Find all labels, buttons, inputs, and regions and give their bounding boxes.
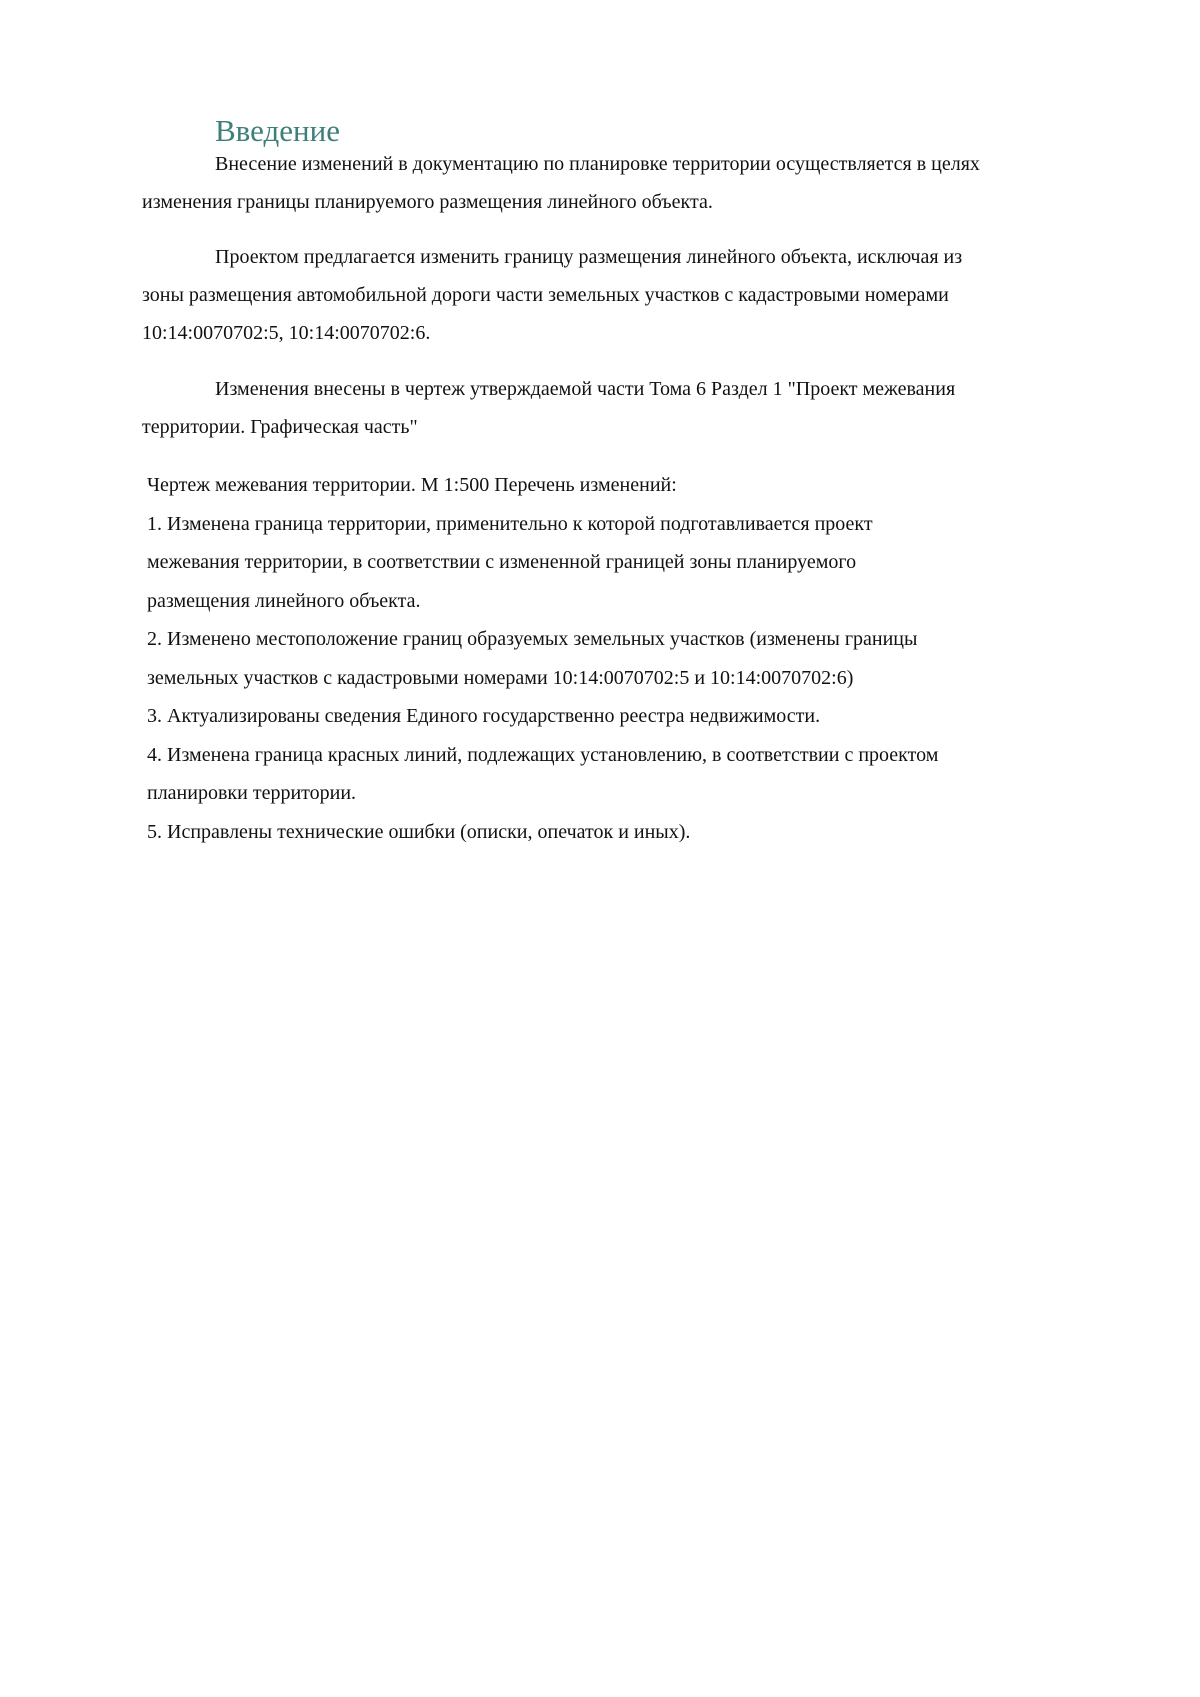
list-item-continuation: планировки территории.: [147, 782, 357, 804]
list-item-continuation: межевания территории, в соответствии с измененной границей зоны планируемого: [147, 551, 857, 573]
changes-paragraph-line: Изменения внесены в чертеж утверждаемой части Тома 6 Раздел 1 "Проект межевания: [215, 378, 956, 400]
changes-list: [147, 466, 1047, 851]
list-item: 4. Изменена граница красных линий, подлежащих установлению, в соответствии с проектом: [147, 743, 939, 766]
list-item: 1. Изменена граница территории, применительно к которой подготавливается проект: [147, 512, 873, 535]
proposal-paragraph-line: 10:14:0070702:5, 10:14:0070702:6.: [142, 322, 431, 344]
list-item-continuation: земельных участков с кадастровыми номерами 10:14:0070702:5 и 10:14:0070702:6): [147, 666, 854, 689]
proposal-paragraph-line: зоны размещения автомобильной дороги части земельных участков с кадастровыми номерами: [142, 284, 949, 306]
intro-paragraph-line: Внесение изменений в документацию по планировке территории осуществляется в целях: [215, 153, 980, 175]
intro-paragraph: [142, 145, 1082, 221]
list-item: 5. Исправлены технические ошибки (описки, опечаток и иных).: [147, 820, 691, 843]
proposal-paragraph: [142, 238, 1082, 352]
intro-paragraph-line: изменения границы планируемого размещения линейного объекта.: [142, 191, 713, 213]
proposal-paragraph-line: Проектом предлагается изменить границу размещения линейного объекта, исключая из: [215, 246, 963, 268]
changes-paragraph-line: территории. Графическая часть": [142, 416, 418, 438]
list-item: 2. Изменено местоположение границ образуемых земельных участков (изменены границы: [147, 628, 918, 650]
changes-list-intro: Чертеж межевания территории. М 1:500 Перечень изменений:: [147, 474, 677, 496]
changes-paragraph: [142, 370, 1082, 446]
list-item: 3. Актуализированы сведения Единого государственно реестра недвижимости.: [147, 705, 821, 727]
page-title: Введение: [215, 113, 340, 148]
list-item-continuation: размещения линейного объекта.: [147, 589, 421, 612]
